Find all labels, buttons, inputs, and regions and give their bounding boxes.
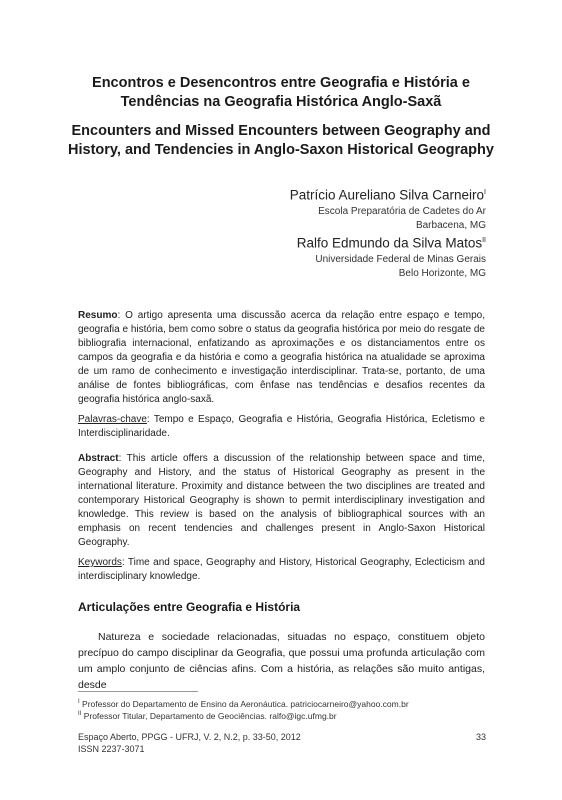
abstract-label: Abstract bbox=[78, 453, 119, 464]
footnote-mark: II bbox=[78, 711, 82, 717]
abstract-paragraph bbox=[78, 452, 485, 550]
title-english: Encounters and Missed Encounters between Geography and History, and Tendencies in Anglo-Saxon Historical Geography bbox=[68, 123, 494, 158]
resumo-label: Resumo bbox=[78, 310, 118, 321]
section-heading: Articulações entre Geografia e História bbox=[78, 600, 301, 614]
keywords-paragraph bbox=[78, 556, 485, 584]
body-paragraph: Natureza e sociedade relacionadas, situadas no espaço, constituem objeto precípuo do campo disciplinar da Geografia, que possui uma profunda articulação com um amplo conjunto de ciências afins. Com a história, as relações são muito antigas, desde bbox=[78, 631, 485, 691]
author-block-1 bbox=[290, 184, 486, 233]
resumo-paragraph bbox=[78, 309, 485, 407]
author-name bbox=[297, 232, 486, 253]
page-number: 33 bbox=[475, 732, 486, 742]
palavras-chave-text: : Tempo e Espaço, Geografia e História, Geografia Histórica, Ecletismo e Interdisciplinaridade. bbox=[78, 414, 485, 439]
palavras-chave-paragraph bbox=[78, 413, 485, 441]
author-name-text: Patrício Aureliano Silva Carneiro bbox=[289, 187, 485, 203]
footnote-text: Professor Titular, Departamento de Geociências. ralfo@igc.ufmg.br bbox=[81, 710, 337, 721]
footnote-divider bbox=[78, 691, 198, 692]
footnote-2 bbox=[78, 708, 337, 722]
footer-journal-citation: Espaço Aberto, PPGG - UFRJ, V. 2, N.2, p. 33-50, 2012 bbox=[78, 732, 301, 742]
footer-issn: ISSN 2237-3071 bbox=[78, 744, 145, 754]
author-block-2 bbox=[297, 232, 486, 281]
author-note-mark: I bbox=[484, 189, 486, 196]
footnote-text: Professor do Departamento de Ensino da Aeronáutica. patriciocarneiro@yahoo.com.br bbox=[79, 698, 409, 709]
author-affiliation: Universidade Federal de Minas Gerais bbox=[315, 253, 486, 265]
author-name-text: Ralfo Edmundo da Silva Matos bbox=[296, 235, 483, 251]
abstract-text: : This article offers a discussion of the relationship between space and time, Geography and History, and the status of Historical Geography as present in the international literature. Proximity and distance between the two disciplines are treated and contemporary Historical Geography is shown to permit interdisciplinary investigation and knowledge. This review is based on the analysis of bibliographical sources with an emphasis on recent tendencies and challenges present in Anglo-Saxon Historical Geography. bbox=[78, 453, 485, 548]
title-portuguese: Encontros e Desencontros entre Geografia e História e Tendências na Geografia Histórica Anglo-Saxã bbox=[92, 75, 470, 110]
author-affiliation: Escola Preparatória de Cadetes do Ar bbox=[318, 205, 486, 217]
footnote-mark: I bbox=[78, 699, 80, 705]
palavras-chave-label: Palavras-chave bbox=[78, 414, 147, 425]
author-location: Belo Horizonte, MG bbox=[398, 267, 486, 279]
resumo-text: : O artigo apresenta uma discussão acerca da relação entre espaço e tempo, geografia e história, bem como sobre o status da geografia histórica por meio do resgate de bibliografia internacional, enfatizando as aproximações e os distanciamentos entre os campos da geografia e da história e como a geografia histórica na atualidade se aproxima de um ramo de conhecimento e investigação interdisciplinar. Trata-se, portanto, de uma análise de fontes bibliográficas, com ênfase nas tendências e desafios recentes da geografia histórica anglo-saxã. bbox=[78, 310, 485, 405]
author-location: Barbacena, MG bbox=[415, 219, 486, 231]
keywords-label: Keywords bbox=[78, 557, 122, 568]
keywords-text: : Time and space, Geography and History, Historical Geography, Eclecticism and interdisciplinary knowledge. bbox=[78, 557, 485, 582]
author-note-mark: II bbox=[482, 237, 486, 244]
author-name bbox=[290, 184, 486, 205]
